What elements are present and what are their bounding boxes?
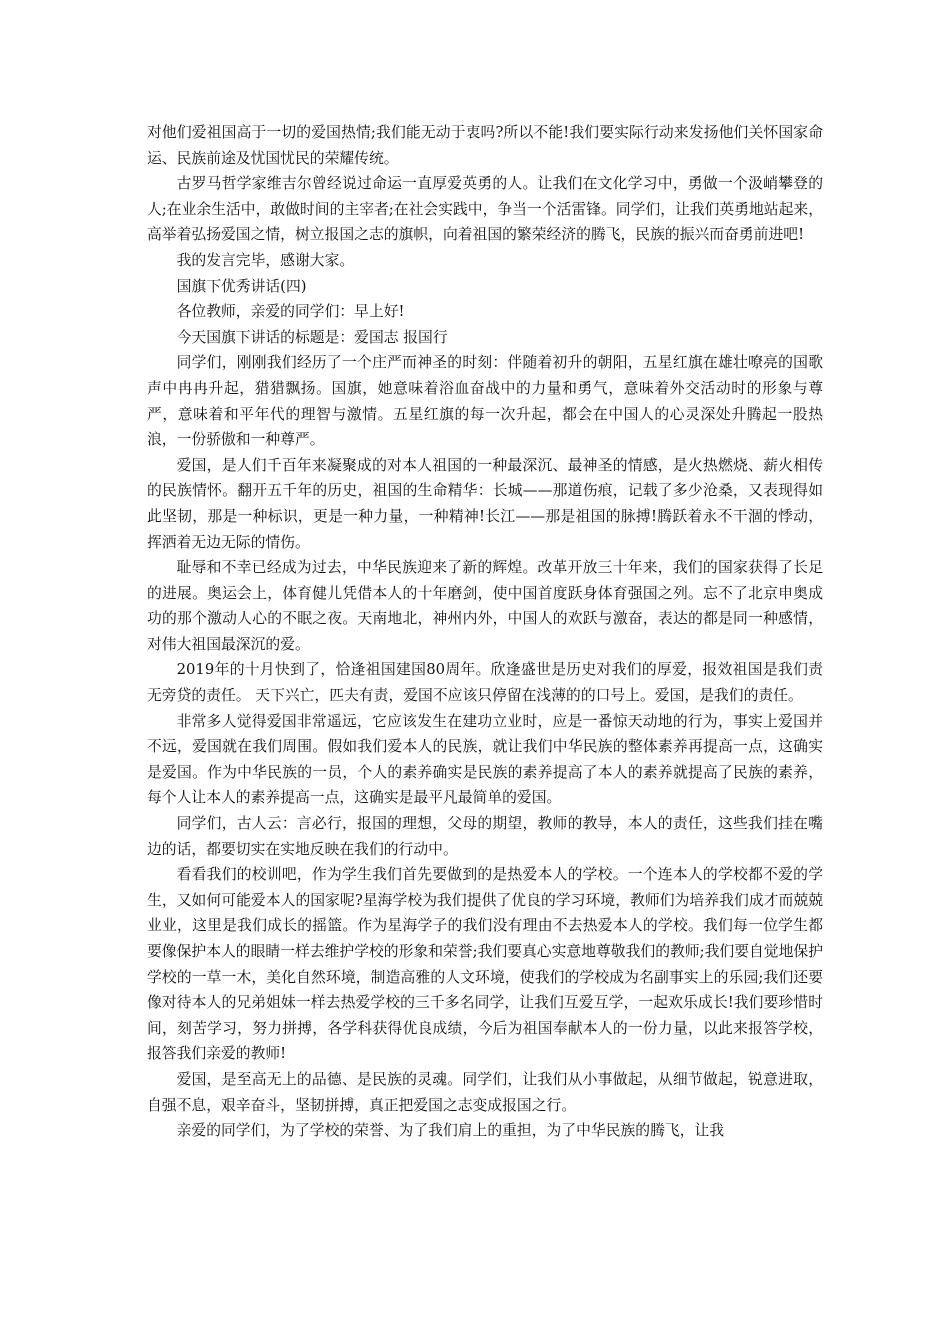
paragraph: 爱国，是至高无上的品德、是民族的灵魂。同学们，让我们从小事做起，从细节做起，锐意进取，自强不息，艰辛奋斗，坚韧拼搏，真正把爱国之志变成报国之行。 <box>147 1070 823 1114</box>
paragraph: 非常多人觉得爱国非常遥远，它应该发生在建功立业时，应是一番惊天动地的行为，事实上爱国并不远，爱国就在我们周围。假如我们爱本人的民族，就让我们中华民族的整体素养再提高一点，这确实是爱国。作为中华民族的一员，个人的素养确实是民族的素养提高了本人的素养就提高了民族的素养，每个人让本人的素养提高一点，这确实是最平凡最简单的爱国。 <box>147 712 823 807</box>
paragraph: 亲爱的同学们，为了学校的荣誉、为了我们肩上的重担，为了中华民族的腾飞，让我 <box>176 1122 725 1140</box>
paragraph: 爱国，是人们千百年来凝聚成的对本人祖国的一种最深沉、最神圣的情感，是火热燃烧、薪火相传的民族情怀。翻开五千年的历史，祖国的生命精华：长城——那道伤痕，记载了多少沧桑，又表现得如此坚韧，那是一种标识，更是一种力量，一种精神!长江——那是祖国的脉搏!腾跃着永不干涸的悸动，挥洒着无边无际的情伤。 <box>147 456 823 551</box>
paragraph: 看看我们的校训吧，作为学生我们首先要做到的是热爱本人的学校。一个连本人的学校都不爱的学生，又如何可能爱本人的国家呢?星海学校为我们提供了优良的学习环境，教师们为培养我们成才而兢兢业业，这里是我们成长的摇篮。作为星海学子的我们没有理由不去热爱本人的学校。我们每一位学生都要像保护本人的眼睛一样去维护学校的形象和荣誉;我们要真心实意地尊敬我们的教师;我们要自觉地保护学校的一草一木，美化自然环境，制造高雅的人文环境，使我们的学校成为名副事实上的乐园;我们还要像对待本人的兄弟姐妹一样去热爱学校的三千多名同学，让我们互爱互学，一起欢乐成长!我们要珍惜时间，刻苦学习，努力拼搏，各学科获得优良成绩，今后为祖国奉献本人的一份力量，以此来报答学校，报答我们亲爱的教师! <box>147 866 823 1063</box>
paragraph: 2019年的十月快到了，恰逢祖国建国80周年。欣逢盛世是历史对我们的厚爱，报效祖国是我们责无旁贷的责任。 天下兴亡，匹夫有责，爱国不应该只停留在浅薄的的口号上。爱国，是我们的责任。 <box>147 661 823 705</box>
paragraph: 同学们，刚刚我们经历了一个庄严而神圣的时刻：伴随着初升的朝阳，五星红旗在雄壮嘹亮的国歌声中冉冉升起，猎猎飘扬。国旗，她意味着浴血奋战中的力量和勇气，意味着外交活动时的形象与尊严，意味着和平年代的理智与激情。五星红旗的每一次升起，都会在中国人的心灵深处升腾起一股热浪，一份骄傲和一种尊严。 <box>147 354 823 449</box>
document-body <box>147 120 823 1144</box>
paragraph: 我的发言完毕，感谢大家。 <box>176 251 355 269</box>
speech-title: 今天国旗下讲话的标题是：爱国志 报国行 <box>176 328 448 346</box>
greeting: 各位教师，亲爱的同学们：早上好! <box>176 303 405 321</box>
paragraph: 耻辱和不幸已经成为过去，中华民族迎来了新的辉煌。改革开放三十年来，我们的国家获得了长足的进展。奥运会上，体育健儿凭借本人的十年磨剑，使中国首度跃身体育强国之列。忘不了北京申奥成功的那个激动人心的不眠之夜。天南地北，神州内外，中国人的欢跃与激奋，表达的都是同一种感情，对伟大祖国最深沉的爱。 <box>147 559 823 653</box>
paragraph: 同学们，古人云：言必行，报国的理想，父母的期望，教师的教导，本人的责任，这些我们挂在嘴边的话，都要切实在实地反映在我们的行动中。 <box>147 815 823 858</box>
section-heading: 国旗下优秀讲话(四) <box>176 277 307 295</box>
paragraph: 古罗马哲学家维吉尔曾经说过命运一直厚爱英勇的人。让我们在文化学习中，勇做一个汲峭攀登的人;在业余生活中，敢做时间的主宰者;在社会实践中，争当一个活雷锋。同学们，让我们英勇地站起来，高举着弘扬爱国之情，树立报国之志的旗帜，向着祖国的繁荣经济的腾飞，民族的振兴而奋勇前进吧! <box>147 175 823 244</box>
paragraph: 对他们爱祖国高于一切的爱国热情;我们能无动于衷吗?所以不能!我们要实际行动来发扬他们关怀国家命运、民族前途及忧国忧民的荣耀传统。 <box>147 124 823 167</box>
